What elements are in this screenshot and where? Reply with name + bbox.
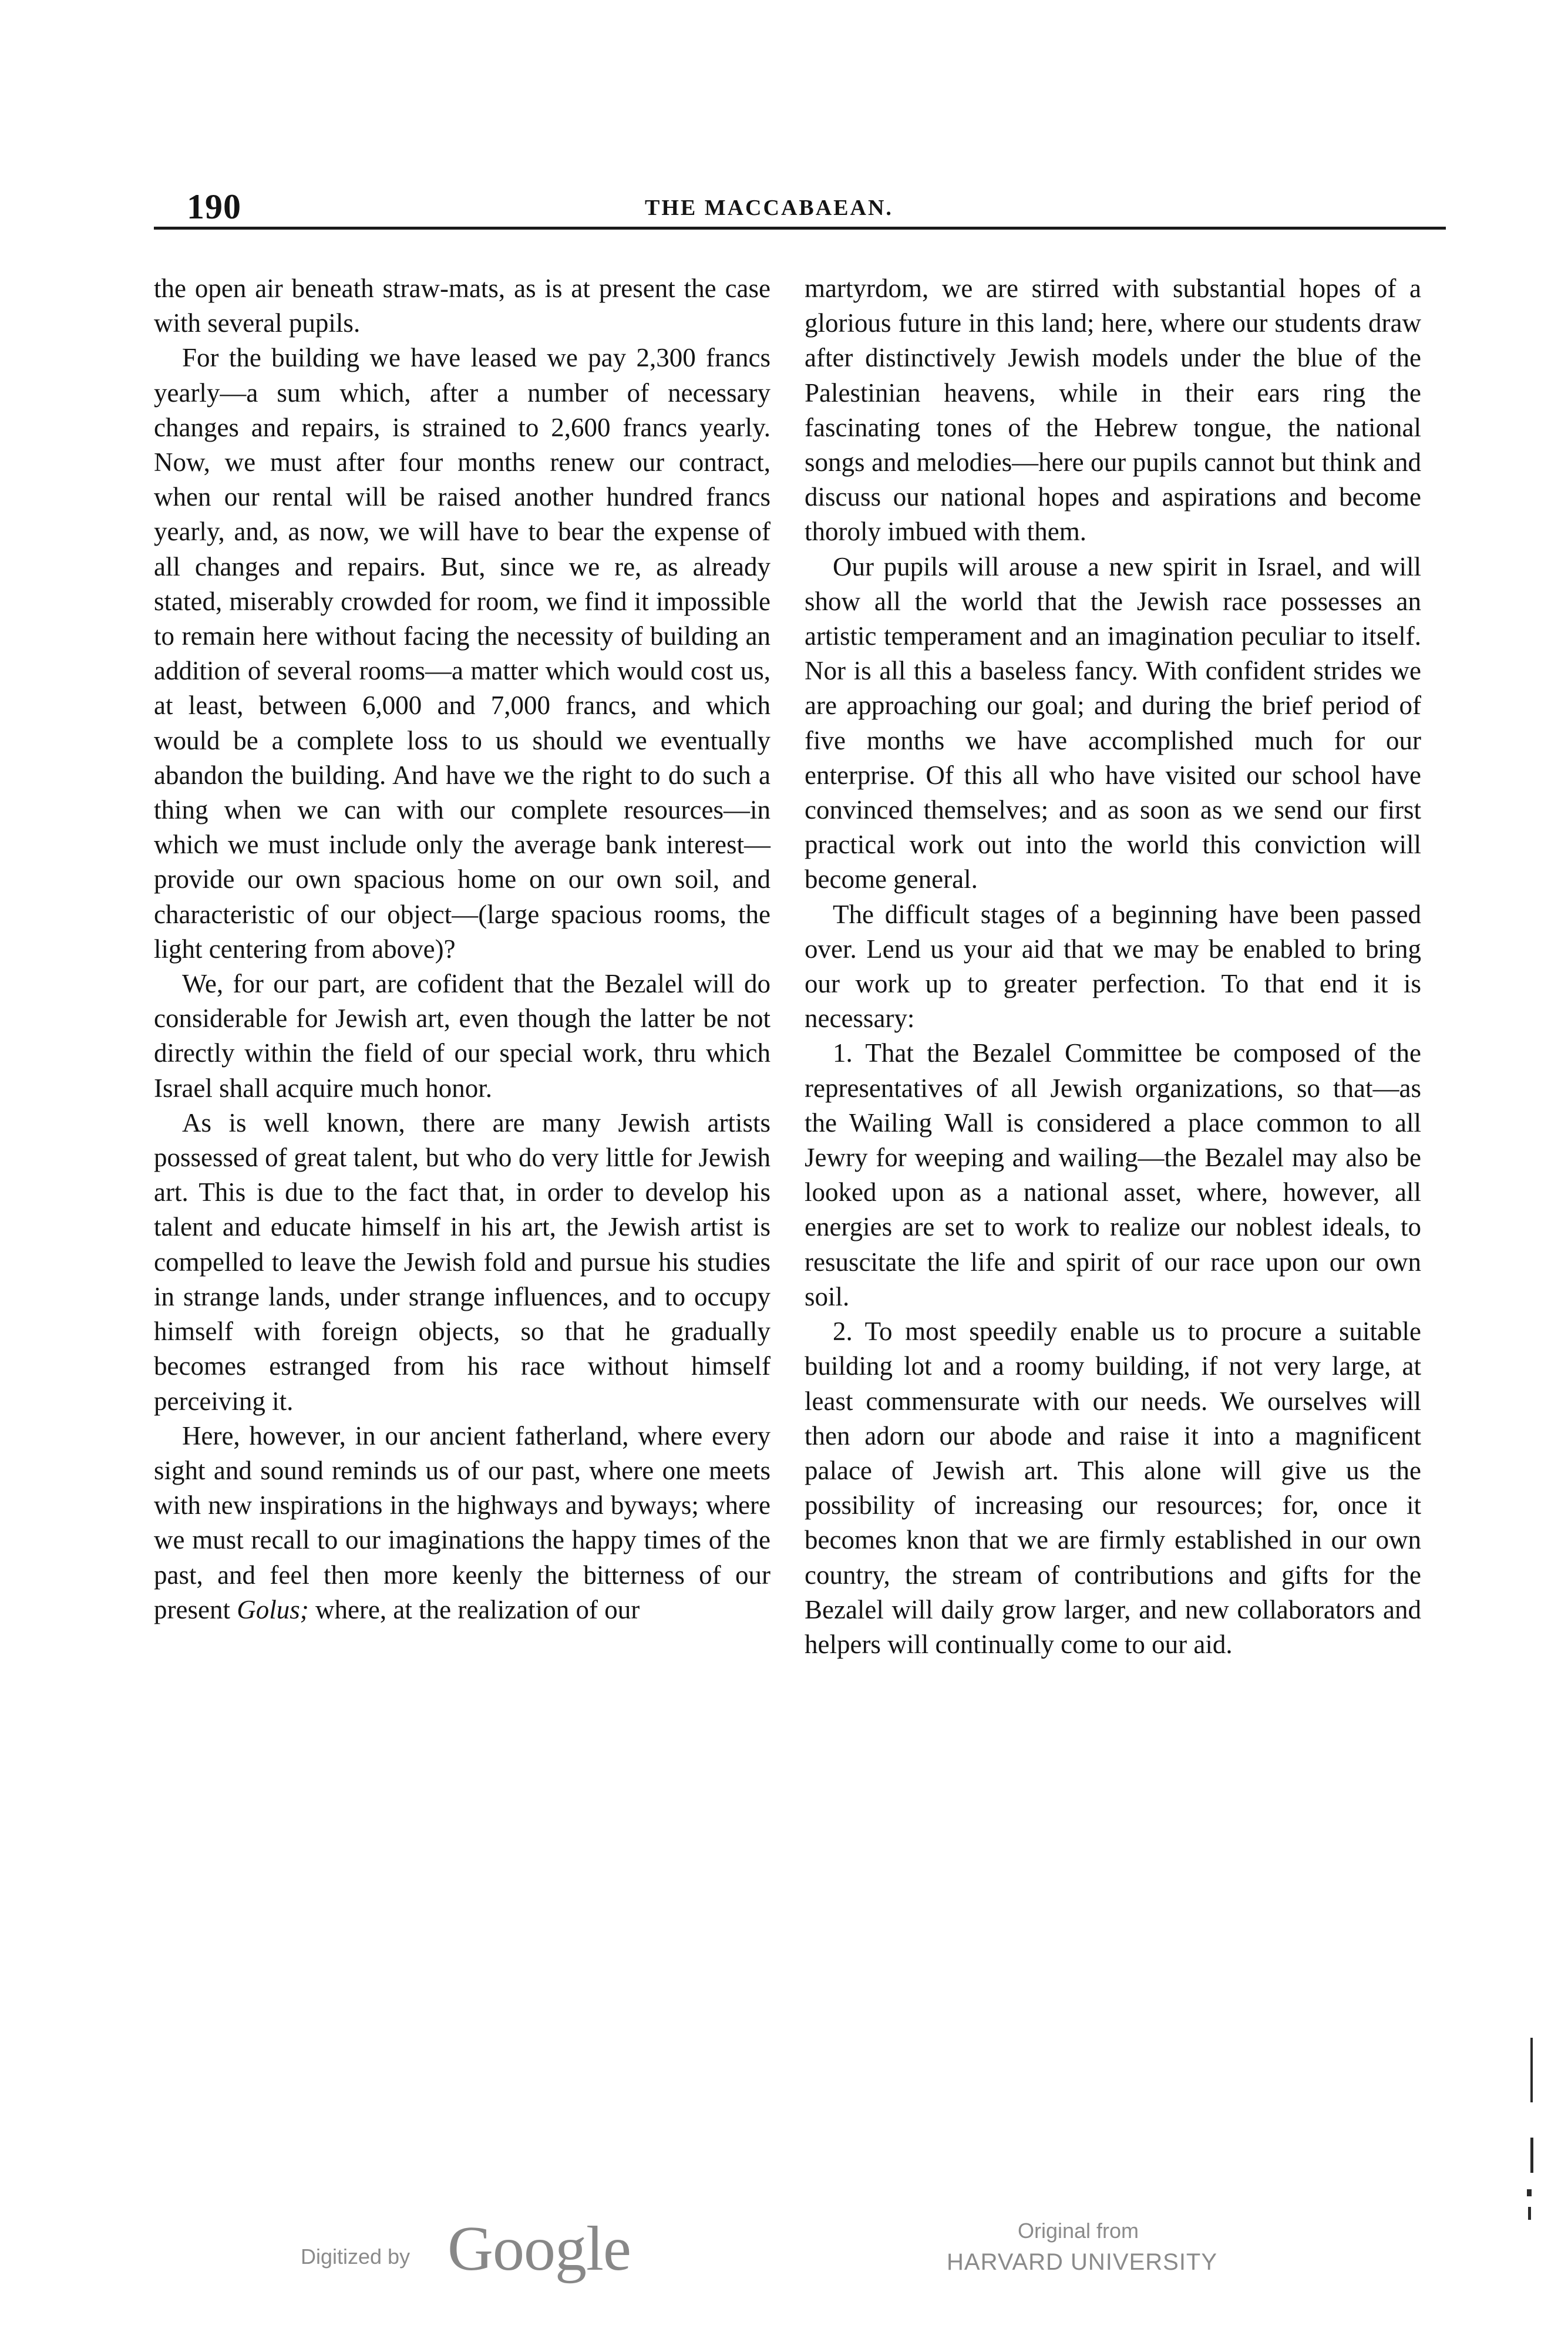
page-number: 190 — [187, 187, 241, 226]
paragraph: We, for our part, are cofident that the Bezalel will do considerable for Jewish art, even though the latter be not directly within the field of our special work, thru which Israel shall acquire much honor. — [154, 969, 770, 1103]
italic-word: Golus; — [237, 1594, 309, 1624]
margin-mark — [1530, 2038, 1533, 2102]
numbered-paragraph: 1. That the Bezalel Committee be composed of the representatives of all Jewish organizations, so that—as the Wailing Wall is considered a place common to all Jewry for weeping and wailing—the Bezalel may also be looked upon as a national asset, where, however, all energies are set to work to realize our noblest ideals, to resuscitate the life and spirit of our race upon our own soil. — [805, 1038, 1421, 1311]
paragraph — [154, 1419, 770, 1627]
header-rule — [154, 227, 1446, 230]
paragraph-text: Here, however, in our ancient fatherland, where every sight and sound reminds us of our past, where one meets with new inspirations in the highways and byways; where we must recall to our imaginations the happy times of the past, and feel then more keenly the bitterness of our present — [154, 1421, 770, 1624]
paragraph: martyrdom, we are stirred with substantial hopes of a glorious future in this land; here, where our students draw after distinctively Jewish models under the blue of the Palestinian heavens, while in their ears ring the fascinating tones of the Hebrew tongue, the national songs and melodies—here our pupils cannot but think and discuss our national hopes and aspirations and become thoroly imbued with them. — [805, 274, 1421, 547]
paragraph: The difficult stages of a beginning have been passed over. Lend us your aid that we may be enabled to bring our work up to greater perfection. To that end it is necessary: — [805, 899, 1421, 1034]
paragraph: Our pupils will arouse a new spirit in Israel, and will show all the world that the Jewish race possesses an artistic temperament and an imagination peculiar to itself. Nor is all this a baseless fancy. With confident strides we are approaching our goal; and during the brief period of five months we have accomplished much for our enterprise. Of this all who have visited our school have convinced themselves; and as soon as we send our first practical work out into the world this conviction will become general. — [805, 551, 1421, 894]
digitized-by-label: Digitized by — [301, 2244, 410, 2269]
institution-label: HARVARD UNIVERSITY — [947, 2249, 1218, 2275]
margin-mark — [1528, 2207, 1531, 2220]
paragraph: As is well known, there are many Jewish artists possessed of great talent, but who do very little for Jewish art. This is due to the fact that, in order to develop his talent and educate himself in his art, the Jewish artist is compelled to leave the Jewish fold and pursue his studies in strange lands, under strange influences, and to occupy himself with foreign objects, so that he gradually becomes estranged from his race without himself perceiving it. — [154, 1108, 770, 1416]
paragraph: For the building we have leased we pay 2,300 francs yearly—a sum which, after a number of necessary changes and repairs, is strained to 2,600 francs yearly. Now, we must after four months renew our contract, when our rental will be raised another hundred francs yearly, and, as now, we will have to bear the expense of all changes and repairs. But, since we re, as already stated, miserably crowded for room, we find it impossible to remain here without facing the necessity of building an addition of several rooms—a matter which would cost us, at least, between 6,000 and 7,000 francs, and which would be a complete loss to us should we eventually abandon the building. And have we the right to do such a thing when we can with our complete resources—in which we must include only the average bank interest—provide our own spacious home on our own soil, and characteristic of our object—(large spacious rooms, the light centering from above)? — [154, 343, 770, 964]
running-title: THE MACCABAEAN. — [645, 196, 893, 220]
paragraph: the open air beneath straw-mats, as is at present the case with several pupils. — [154, 274, 770, 338]
paragraph-text: where, at the realization of our — [308, 1594, 640, 1624]
google-logo: Google — [447, 2214, 631, 2284]
left-column — [154, 271, 770, 1627]
margin-mark — [1530, 2138, 1533, 2173]
right-column — [805, 271, 1421, 1662]
margin-mark — [1527, 2189, 1532, 2196]
original-from-label: Original from — [1017, 2219, 1139, 2243]
numbered-paragraph: 2. To most speedily enable us to procure a suitable building lot and a roomy building, if not very large, at least commensurate with our needs. We ourselves will then adorn our abode and raise it into a magnificent palace of Jewish art. This alone will give us the possibility of increasing our resources; for, once it becomes knon that we are firmly established in our own country, the stream of contributions and gifts for the Bezalel will daily grow larger, and new collaborators and helpers will continually come to our aid. — [805, 1317, 1421, 1659]
